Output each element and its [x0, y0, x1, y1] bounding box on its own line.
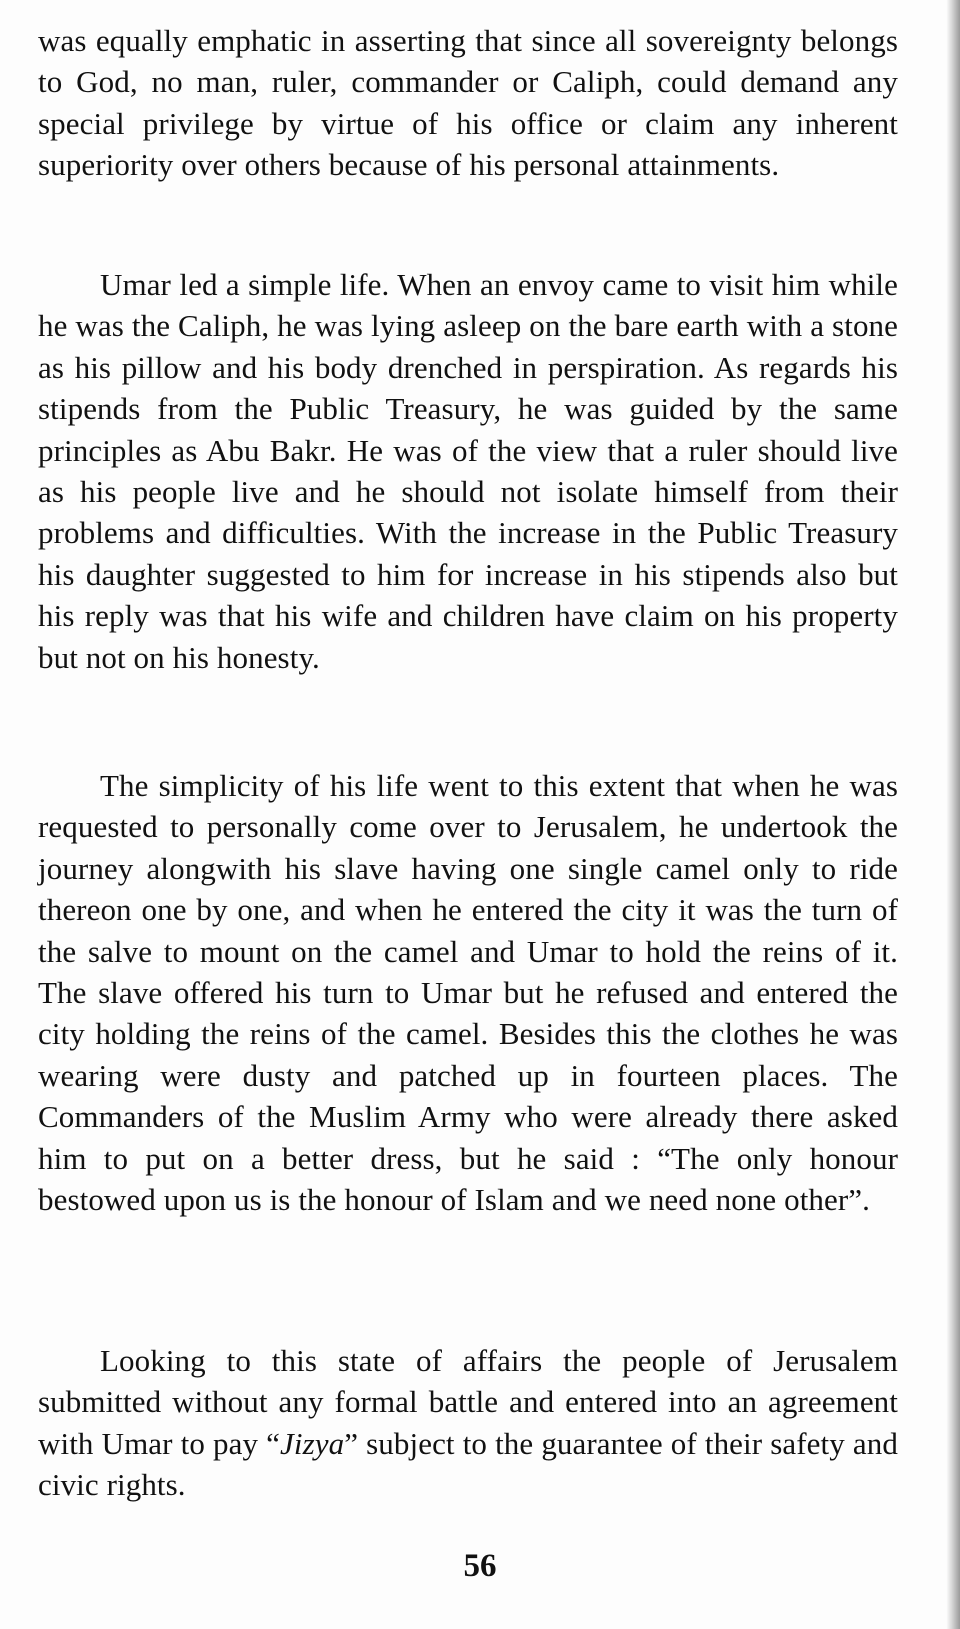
page-number: 56: [463, 1548, 497, 1584]
jizya-term: Jizya: [280, 1425, 345, 1461]
paragraph-4-text-start: Looking to this state of affairs the people of Jerusalem submitted without any formal battle and entered into an agreement with Umar to pay “: [38, 1343, 898, 1461]
paragraph-2: Umar led a simple life. When an envoy came to visit him while he was the Caliph, he was lying asleep on the bare earth with a stone as his pillow and his body drenched in perspiration. As regards his stipends from the Public Treasury, he was guided by the same principles as Abu Bakr. He was of the view that a ruler should live as his people live and he should not isolate himself from their problems and difficulties. With the increase in the Public Treasury his daughter suggested to him for increase in his stipends also but his reply was that his wife and children have claim on his property but not on his honesty.: [38, 267, 898, 675]
page-edge-shadow: [946, 0, 960, 1629]
paragraph-4: [38, 1340, 898, 1506]
paragraph-4-text-end: ” subject to the guarantee of their safety and civic rights.: [38, 1425, 898, 1503]
paragraph-1: was equally emphatic in asserting that since all sovereignty belongs to God, no man, ruler, commander or Caliph, could demand any special privilege by virtue of his office or claim any inherent superiority over others because of his personal attainments.: [38, 23, 898, 183]
paragraph-3: The simplicity of his life went to this extent that when he was requested to personally come over to Jerusalem, he undertook the journey alongwith his slave having one single camel only to ride thereon one by one, and when he entered the city it was the turn of the salve to mount on the camel and Umar to hold the reins of it. The slave offered his turn to Umar but he refused and entered the city holding the reins of the camel. Besides this the clothes he was wearing were dusty and patched up in fourteen places. The Commanders of the Muslim Army who were already there asked him to put on a better dress, but he said : “The only honour bestowed upon us is the honour of Islam and we need none other”.: [38, 768, 898, 1218]
